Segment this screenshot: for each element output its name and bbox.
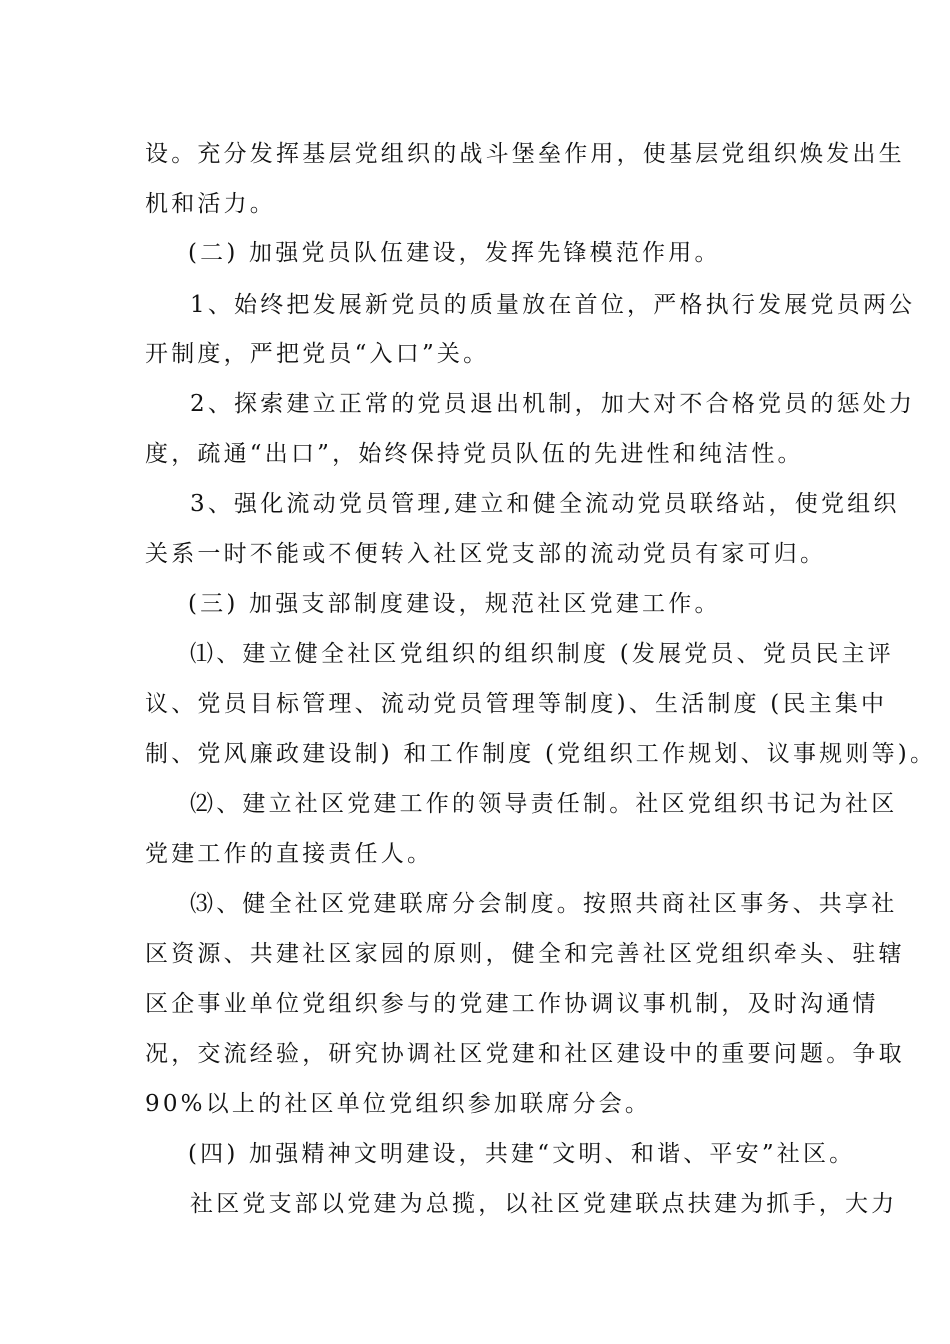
section-heading: (四) 加强精神文明建设，共建“文明、和谐、平安”社区。 — [188, 1141, 856, 1167]
text-line: 区资源、共建社区家园的原则，健全和完善社区党组织牵头、驻辖 — [145, 941, 905, 967]
text-line: ⑶、健全社区党建联席分会制度。按照共商社区事务、共享社 — [190, 891, 898, 917]
text-line: 3、强化流动党员管理,建立和健全流动党员联络站，使党组织 — [190, 491, 900, 517]
text-line: 设。充分发挥基层党组织的战斗堡垒作用，使基层党组织焕发出生 — [145, 141, 905, 167]
text-line: 社区党支部以党建为总揽，以社区党建联点扶建为抓手，大力 — [190, 1191, 898, 1217]
text-line: 区企事业单位党组织参与的党建工作协调议事机制，及时沟通情 — [145, 991, 879, 1017]
text-line: 度，疏通“出口”，始终保持党员队伍的先进性和纯洁性。 — [145, 441, 804, 467]
text-line: 党建工作的直接责任人。 — [145, 841, 434, 867]
section-heading: (三) 加强支部制度建设，规范社区党建工作。 — [188, 591, 721, 617]
text-line: ⑵、建立社区党建工作的领导责任制。社区党组织书记为社区 — [190, 791, 898, 817]
text-line: 机和活力。 — [145, 191, 276, 217]
text-line: 制、党风廉政建设制) 和工作制度 (党组织工作规划、议事规则等)。 — [145, 741, 937, 767]
text-line: 90%以上的社区单位党组织参加联席分会。 — [145, 1091, 652, 1117]
text-line: 况，交流经验，研究协调社区党建和社区建设中的重要问题。争取 — [145, 1041, 905, 1067]
text-line: 2、探索建立正常的党员退出机制，加大对不合格党员的惩处力 — [190, 391, 916, 417]
text-line: 开制度，严把党员“入口”关。 — [145, 341, 490, 367]
text-line: 关系一时不能或不便转入社区党支部的流动党员有家可归。 — [145, 541, 827, 567]
text-line: 议、党员目标管理、流动党员管理等制度)、生活制度 (民主集中 — [145, 691, 888, 717]
section-heading: (二) 加强党员队伍建设，发挥先锋模范作用。 — [188, 240, 721, 266]
text-line: ⑴、建立健全社区党组织的组织制度 (发展党员、党员民主评 — [190, 641, 894, 667]
text-line: 1、始终把发展新党员的质量放在首位，严格执行发展党员两公 — [190, 292, 916, 318]
